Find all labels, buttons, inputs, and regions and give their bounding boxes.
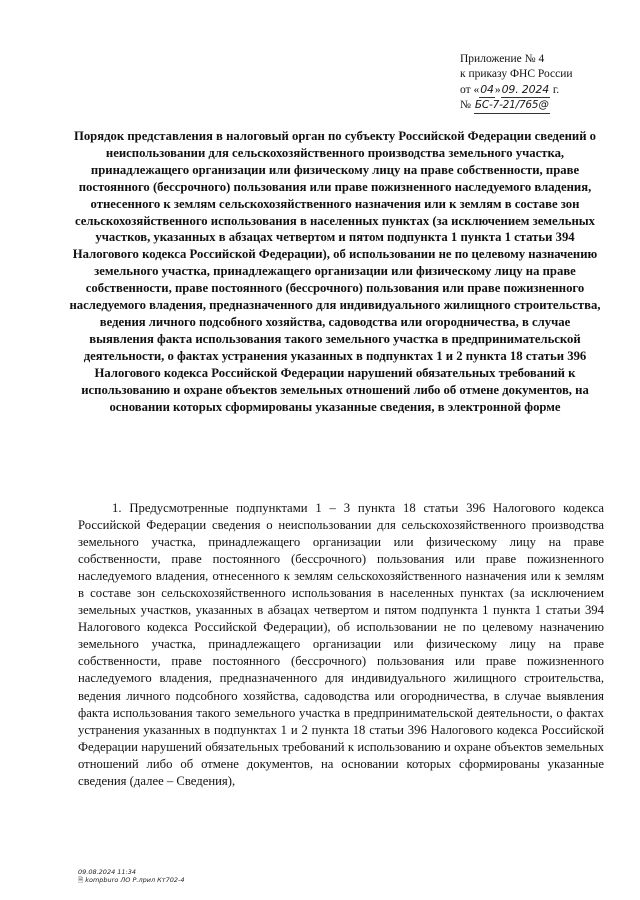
document-title: Порядок представления в налоговый орган по субъекту Российской Федерации сведений о неиспользовании для сельскохозяйственного производства земельного участка, принадлежащего организации или физическому лицу на праве собственности, праве постоянного (бессрочного) пользования или праве пожизненного наследуемого владения, отнесенного к землям сельскохозяйственного назначения или к землям в составе зон сельскохозяйственного использования в населенных пунктах (за исключением земельных участков, указанных в абзацах четвертом и пятом подпункта 1 пункта 1 статьи 394 Налогового кодекса Российской Федерации), об использовании не по целевому назначению земельного участка, принадлежащего организации или физическому лицу на праве собственности, праве постоянного (бессрочного) пользования или праве пожизненного наследуемого владения, предназначенного для индивидуального жилищного строительства, ведения личного подсобного хозяйства, садоводства или огородничества, в случае выявления факта использования такого земельного участка в предпринимательской деятельности, о фактах устранения указанных в подпунктах 1 и 2 пункта 18 статьи 396 Налогового кодекса Российской Федерации нарушений обязательных требований к использованию и охране объектов земельных отношений либо об отмене документов, на основании которых сформированы указанные сведения, в электронной форме	[69, 129, 601, 414]
order-reference: к приказу ФНС России	[460, 68, 573, 80]
print-footer	[78, 868, 378, 884]
handwritten-date-day: 04	[480, 83, 494, 96]
handwritten-order-number: БС-7-21/765@	[474, 98, 550, 114]
footer-timestamp: 09.08.2024 11:34	[78, 868, 137, 876]
paragraph-1: 1. Предусмотренные подпунктами 1 – 3 пункта 18 статьи 396 Налогового кодекса Российской Федерации сведения о неиспользовании для сельскохозяйственного производства земельного участка, принадлежащего организации или физическому лицу на праве собственности, праве постоянного (бессрочного) пользования или праве пожизненного наследуемого владения, отнесенного к землям сельскохозяйственного назначения или к землям в составе зон сельскохозяйственного использования в населенных пунктах (за исключением земельных участков, указанных в абзацах четвертом и пятом подпункта 1 пункта 1 статьи 394 Налогового кодекса Российской Федерации), об использовании не по целевому назначению земельного участка, принадлежащего организации или физическому лицу на праве собственности, праве постоянного (бессрочного) пользования или праве пожизненного наследуемого владения, предназначенного для индивидуального жилищного строительства, ведения личного подсобного хозяйства, садоводства или огородничества, в случае выявления факта использования такого земельного участка в предпринимательской деятельности, о фактах устранения указанных в подпунктах 1 и 2 пункта 18 статьи 396 Налогового кодекса Российской Федерации нарушений обязательных требований к использованию и охране объектов земельных отношений либо об отмене документов, на основании которых сформированы указанные сведения (далее – Сведения),	[78, 501, 604, 788]
footer-file: kompburo ЛО Р.лрил Кт702-4	[85, 876, 185, 884]
handwritten-date-rest: 09. 2024	[501, 83, 549, 96]
document-stamp-icon: 🗎	[78, 876, 84, 884]
appendix-label: Приложение № 4	[460, 53, 545, 65]
order-date: от «04»09. 2024 г.	[460, 83, 560, 96]
appendix-header	[460, 52, 630, 114]
order-number: № БС-7-21/765@	[460, 98, 630, 114]
